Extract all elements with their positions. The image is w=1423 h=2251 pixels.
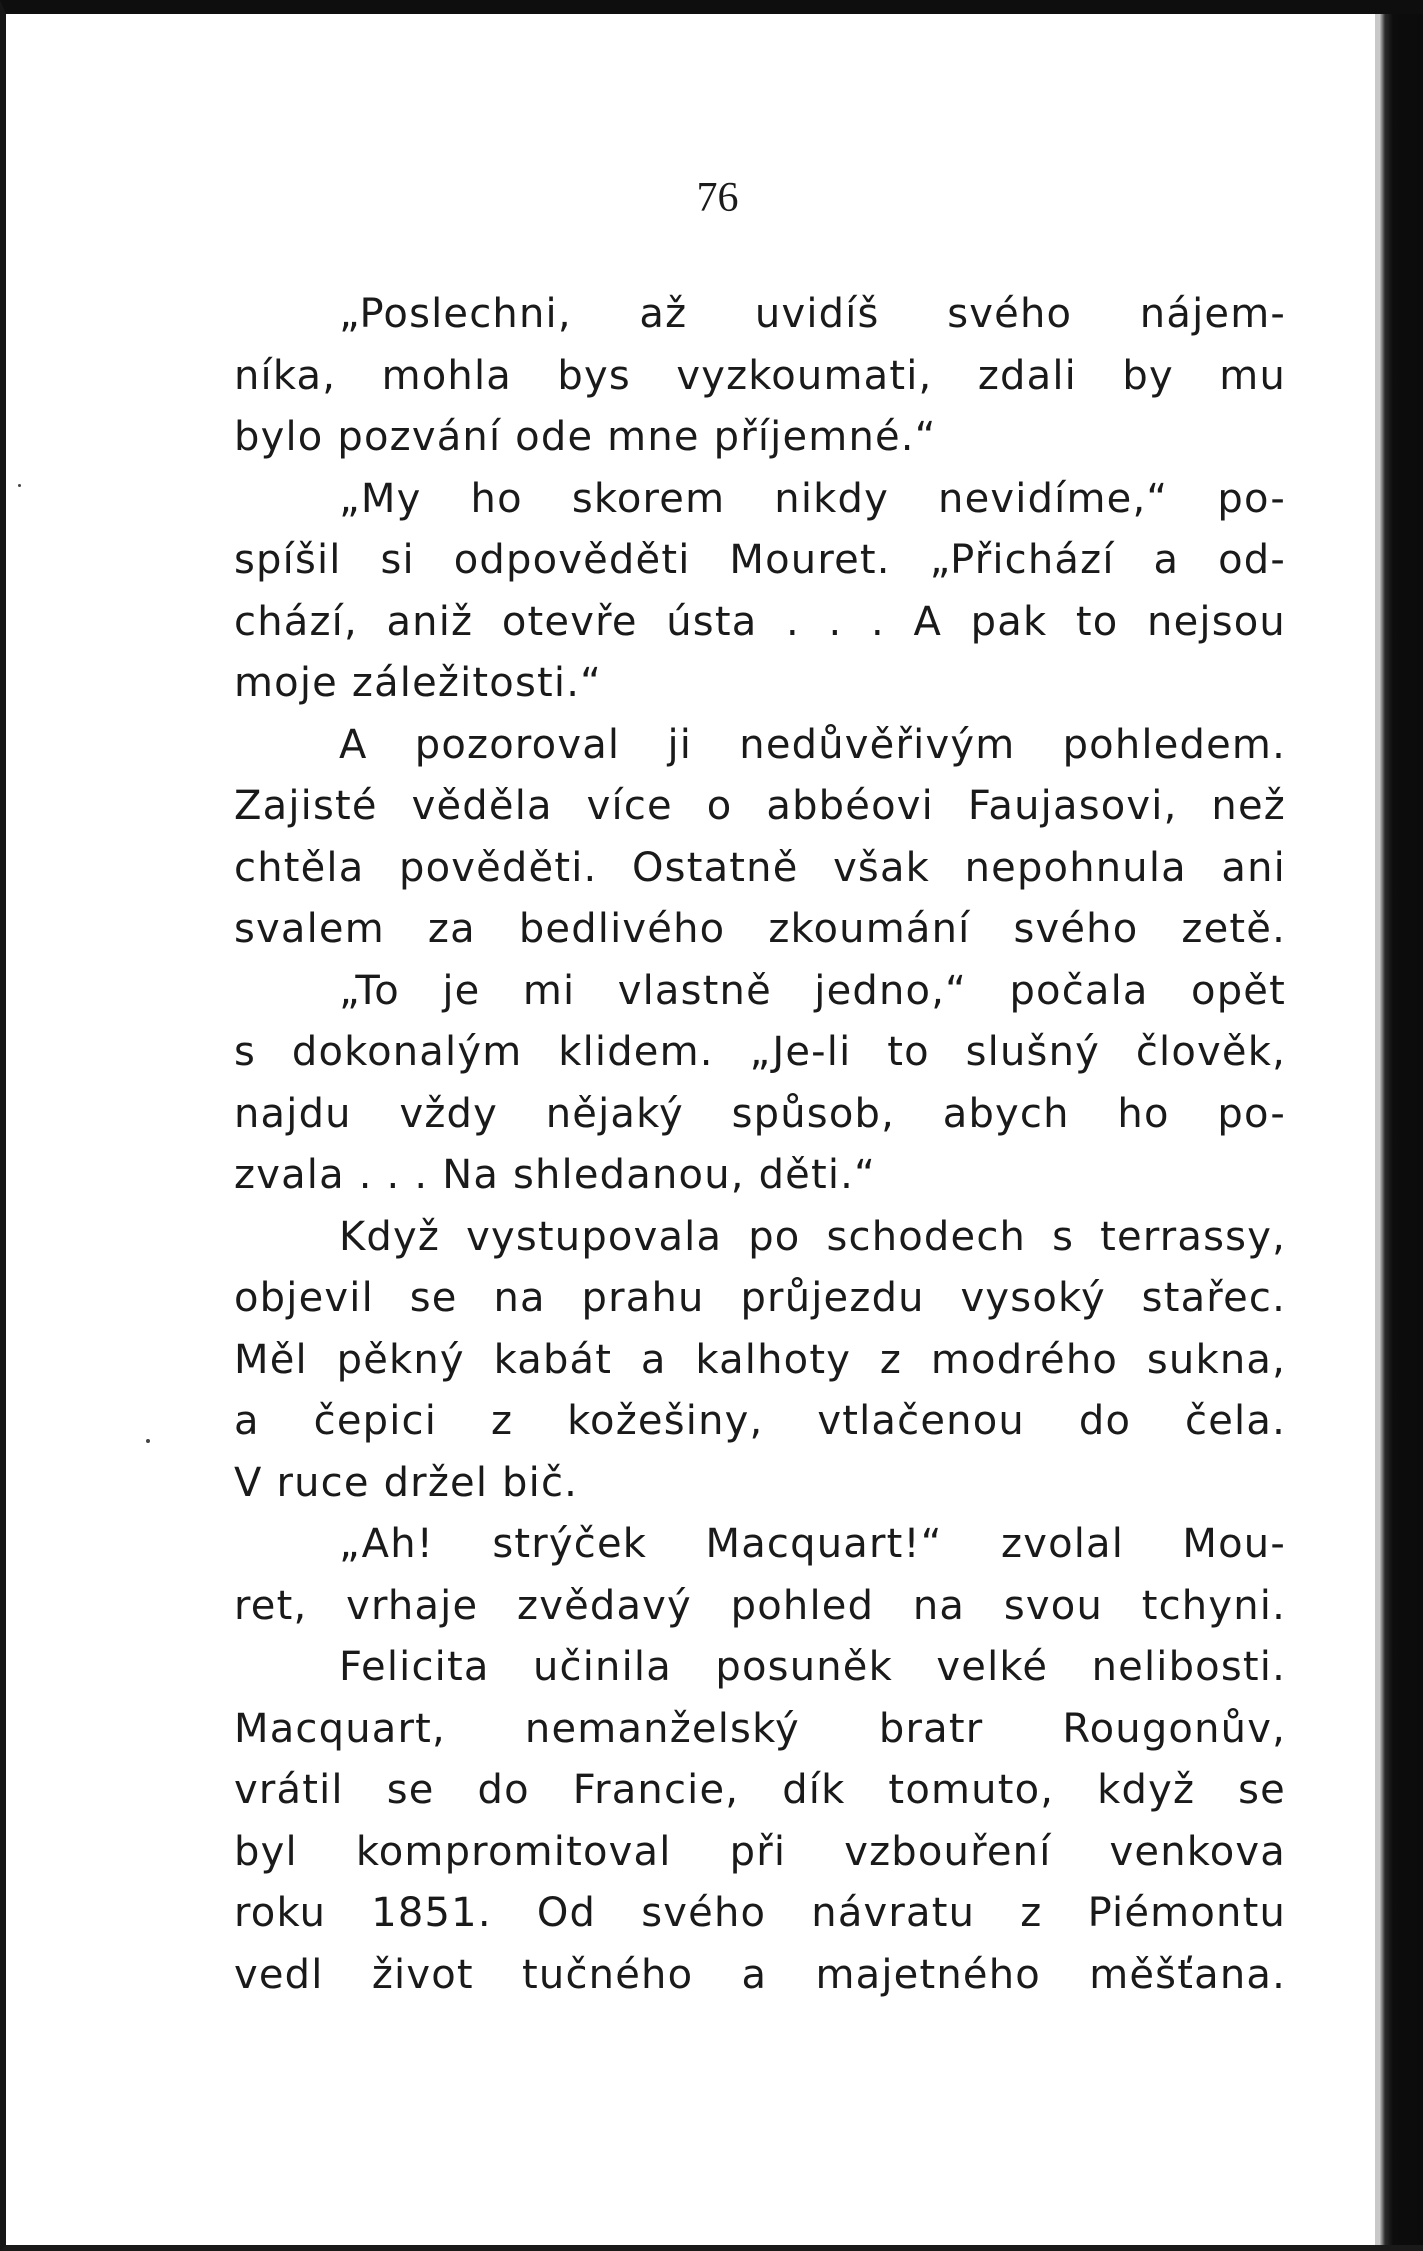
text-line: bylo pozvání ode mne příjemné.“ <box>234 414 937 460</box>
text-line: spíšil si odpověděti Mouret. „Přichází a od- <box>234 537 1286 583</box>
page-number: 76 <box>696 175 739 221</box>
text-line: níka, mohla bys vyzkoumati, zdali by mu <box>234 352 1286 399</box>
text-line: a čepici z kožešiny, vtlačenou do čela. <box>234 1398 1286 1444</box>
text-line: svalem za bedlivého zkoumání svého zetě. <box>234 906 1286 952</box>
text-line: s dokonalým klidem. „Je-li to slušný člověk, <box>234 1029 1286 1075</box>
text-line: Macquart, nemanželský bratr Rougonův, <box>234 1705 1286 1752</box>
text-line: „To je mi vlastně jedno,“ počala opět <box>339 967 1286 1014</box>
text-line: Zajisté věděla více o abbéovi Faujasovi, než <box>234 783 1286 829</box>
text-line: V ruce držel bič. <box>234 1459 579 1506</box>
text-line: chtěla pověděti. Ostatně však nepohnula ani <box>234 844 1286 891</box>
page-edge-shadow <box>1379 14 1423 2245</box>
text-line: byl kompromitoval při vzbouření venkova <box>234 1828 1286 1875</box>
text-line: „Poslechni, až uvidíš svého nájem- <box>339 291 1286 337</box>
text-line: vrátil se do Francie, dík tomuto, když se <box>234 1767 1286 1813</box>
text-line: najdu vždy nějaký spůsob, abych ho po- <box>234 1090 1286 1137</box>
body-text <box>234 284 1286 2006</box>
text-line: „My ho skorem nikdy nevidíme,“ po- <box>339 475 1286 522</box>
text-line: objevil se na prahu průjezdu vysoký stařec. <box>234 1275 1286 1321</box>
text-line: „Ah! strýček Macquart!“ zvolal Mou- <box>339 1521 1286 1567</box>
text-line: chází, aniž otevře ústa . . . A pak to nejsou <box>234 598 1286 645</box>
text-line: roku 1851. Od svého návratu z Piémontu <box>234 1890 1286 1936</box>
text-line: Felicita učinila posuněk velké nelibosti. <box>339 1644 1286 1690</box>
text-line: vedl život tučného a majetného měšťana. <box>234 1951 1286 1998</box>
text-line: moje záležitosti.“ <box>234 660 603 706</box>
scan-speck <box>146 1439 150 1443</box>
text-line: Když vystupovala po schodech s terrassy, <box>339 1213 1286 1260</box>
text-line: zvala . . . Na shledanou, děti.“ <box>234 1152 877 1198</box>
text-line: A pozoroval ji nedůvěřivým pohledem. <box>339 721 1286 768</box>
scan-speck <box>18 484 21 487</box>
text-line: ret, vrhaje zvědavý pohled na svou tchyni. <box>234 1582 1286 1629</box>
text-line: Měl pěkný kabát a kalhoty z modrého sukna, <box>234 1336 1286 1383</box>
